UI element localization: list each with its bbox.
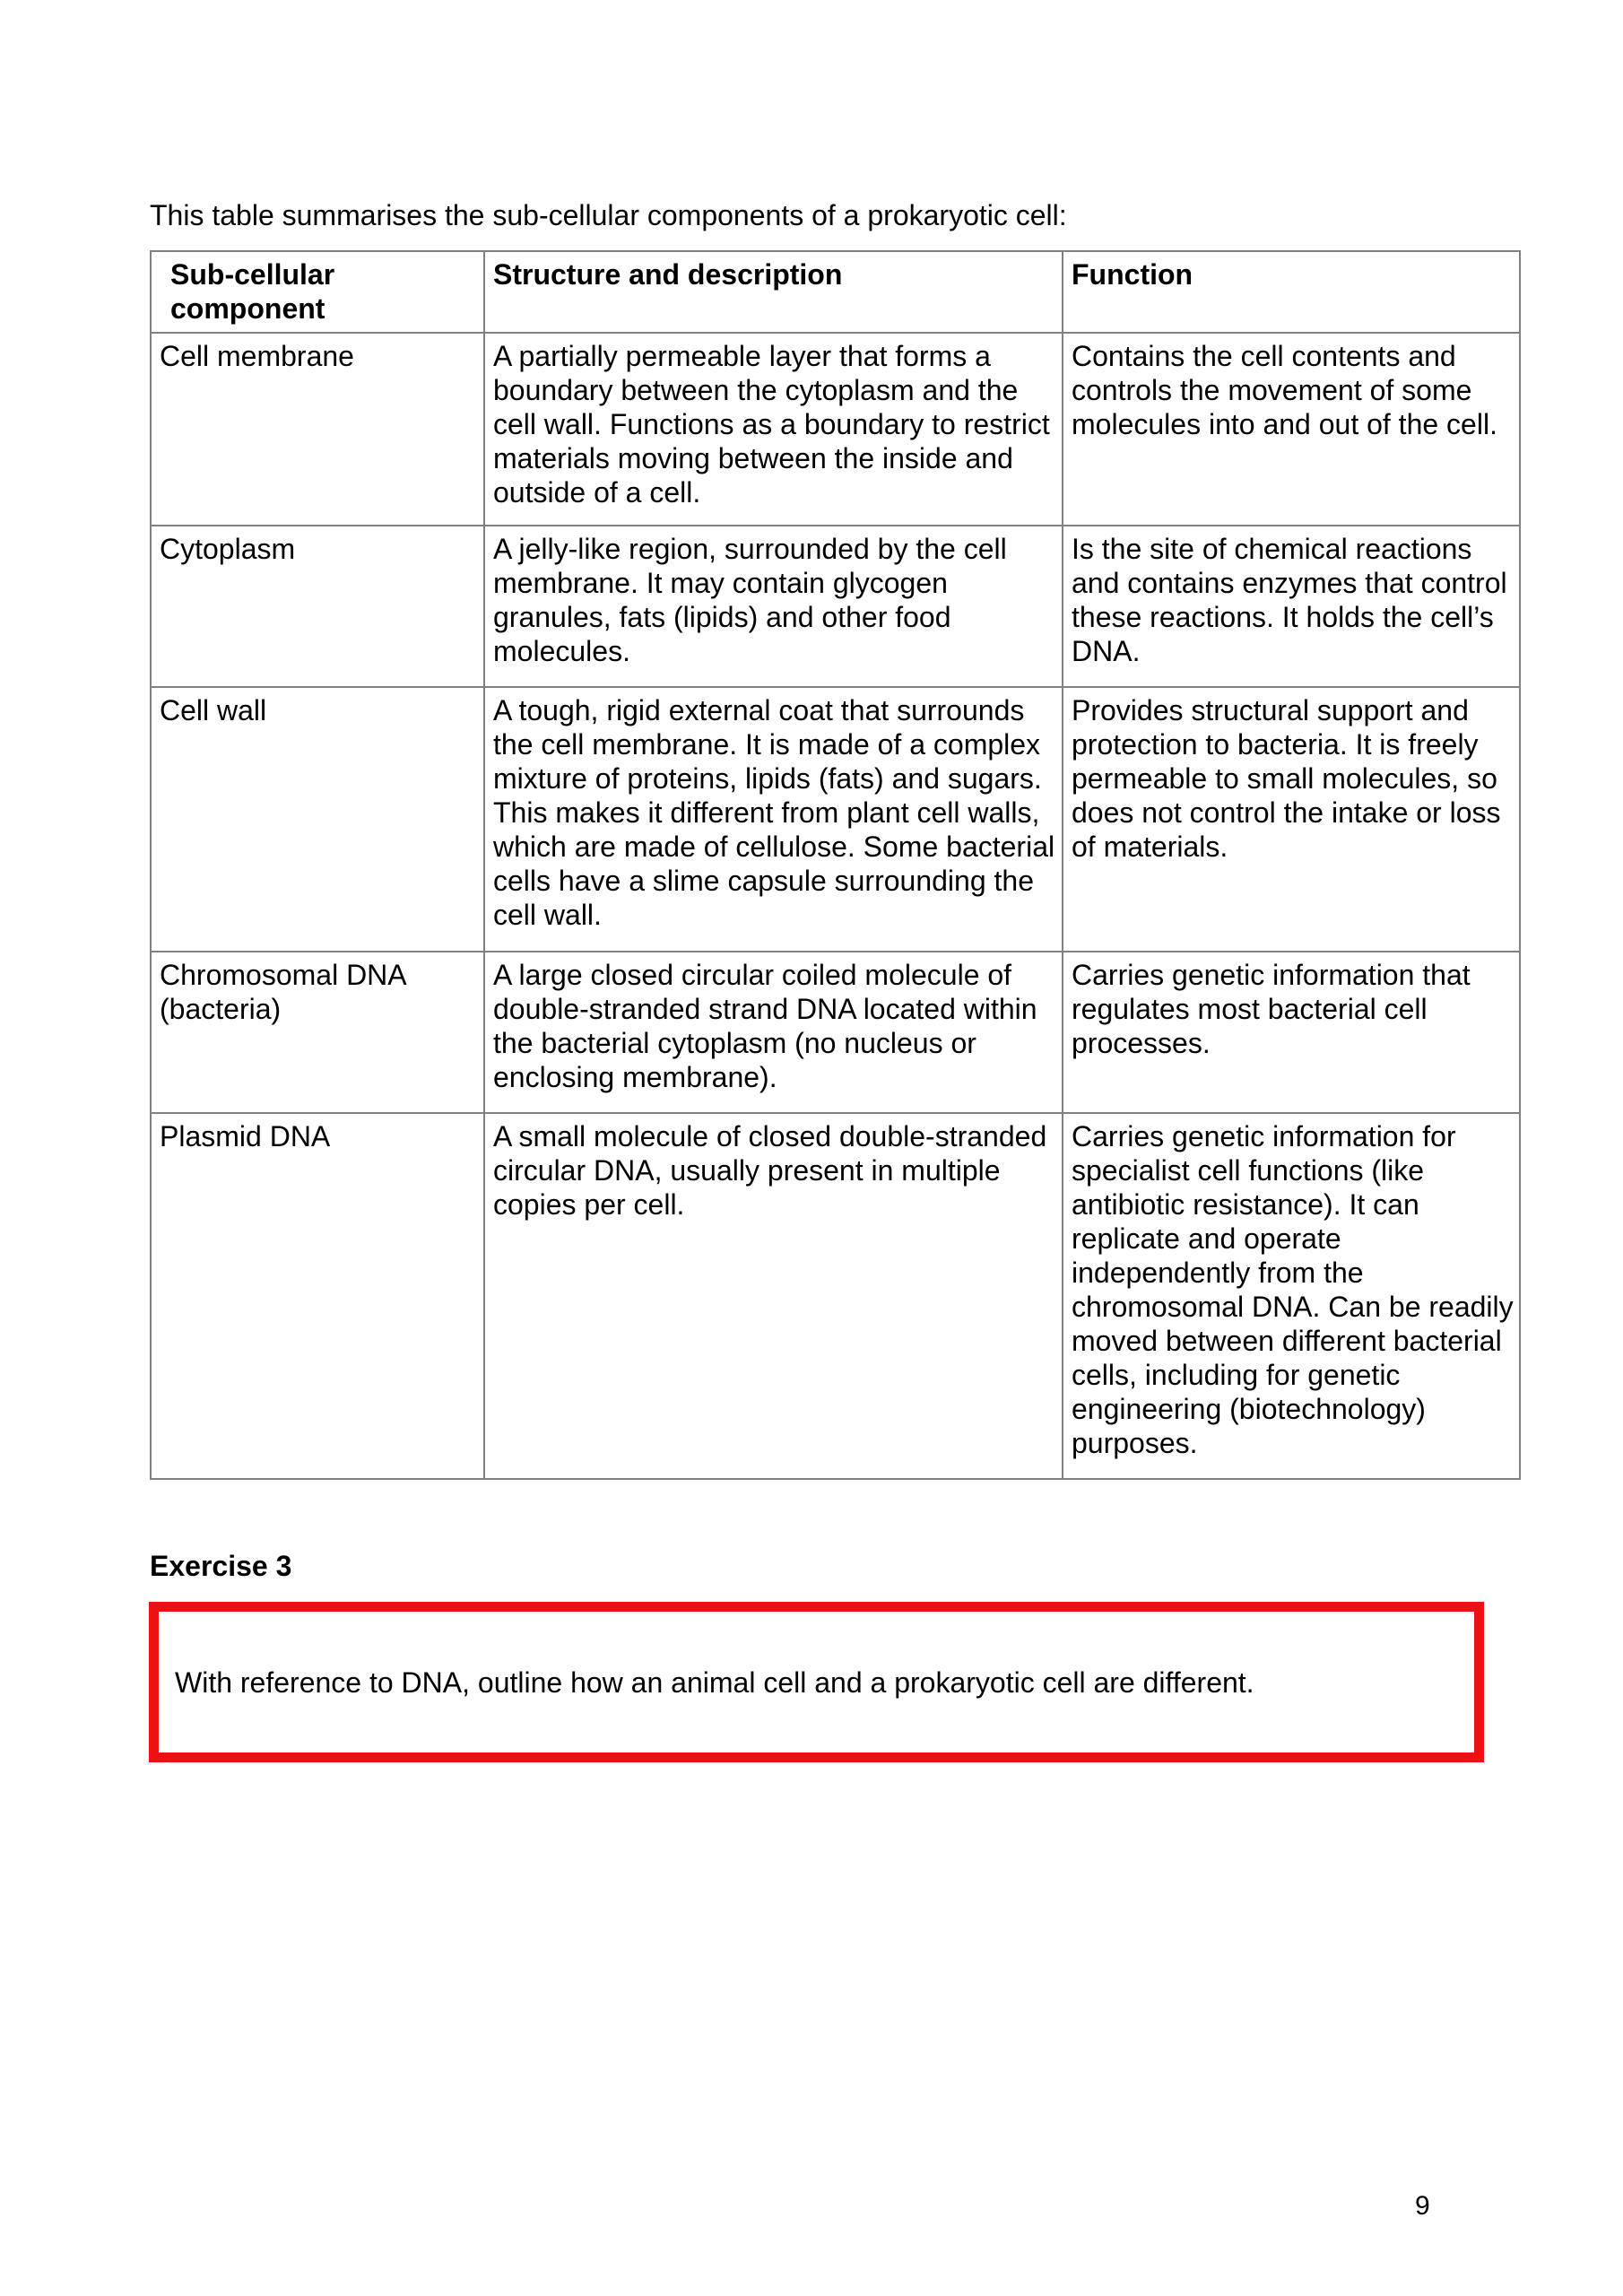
cell-structure: A large closed circular coiled molecule of double-stranded strand DNA located within the bacterial cytoplasm (no nucleus or enclosing membrane).	[484, 952, 1063, 1113]
table-row-plasmid-dna	[151, 1113, 1520, 1479]
cell-structure: A jelly-like region, surrounded by the cell membrane. It may contain glycogen granules, fats (lipids) and other food molecules.	[484, 526, 1063, 687]
exercise-heading: Exercise 3	[150, 1550, 292, 1582]
table-row-cell-wall	[151, 687, 1520, 952]
cell-function: Contains the cell contents and controls the movement of some molecules into and out of the cell.	[1063, 333, 1520, 526]
prokaryotic-components-table	[150, 250, 1521, 1480]
column-header-function: Function	[1063, 251, 1520, 333]
table-header-row	[151, 251, 1520, 333]
table-row-cell-membrane	[151, 333, 1520, 526]
intro-text: This table summarises the sub-cellular components of a prokaryotic cell:	[150, 199, 1067, 231]
cell-component: Plasmid DNA	[151, 1113, 484, 1479]
cell-component: Chromosomal DNA (bacteria)	[151, 952, 484, 1113]
cell-function: Carries genetic information that regulates most bacterial cell processes.	[1063, 952, 1520, 1113]
cell-component: Cytoplasm	[151, 526, 484, 687]
column-header-structure-description: Structure and description	[484, 251, 1063, 333]
page-number: 9	[1415, 2191, 1430, 2221]
cell-structure: A small molecule of closed double-stranded circular DNA, usually present in multiple copies per cell.	[484, 1113, 1063, 1479]
cell-function: Carries genetic information for specialist cell functions (like antibiotic resistance). It can replicate and operate independently from the chromosomal DNA. Can be readily moved between different bacterial cells, including for genetic engineering (biotechnology) purposes.	[1063, 1113, 1520, 1479]
cell-structure: A tough, rigid external coat that surrounds the cell membrane. It is made of a complex mixture of proteins, lipids (fats) and sugars. This makes it different from plant cell walls, which are made of cellulose. Some bacterial cells have a slime capsule surrounding the cell wall.	[484, 687, 1063, 952]
table-row-chromosomal-dna	[151, 952, 1520, 1113]
cell-component: Cell membrane	[151, 333, 484, 526]
column-header-subcellular-component: Sub-cellular component	[151, 251, 484, 333]
cell-structure: A partially permeable layer that forms a boundary between the cytoplasm and the cell wall. Functions as a boundary to restrict materials moving between the inside and outside of a cell.	[484, 333, 1063, 526]
cell-function: Is the site of chemical reactions and contains enzymes that control these reactions. It holds the cell’s DNA.	[1063, 526, 1520, 687]
table-row-cytoplasm	[151, 526, 1520, 687]
cell-component: Cell wall	[151, 687, 484, 952]
cell-function: Provides structural support and protection to bacteria. It is freely permeable to small molecules, so does not control the intake or loss of materials.	[1063, 687, 1520, 952]
exercise-question-text: With reference to DNA, outline how an animal cell and a prokaryotic cell are different.	[175, 1665, 1254, 1699]
exercise-question-box	[149, 1602, 1484, 1762]
